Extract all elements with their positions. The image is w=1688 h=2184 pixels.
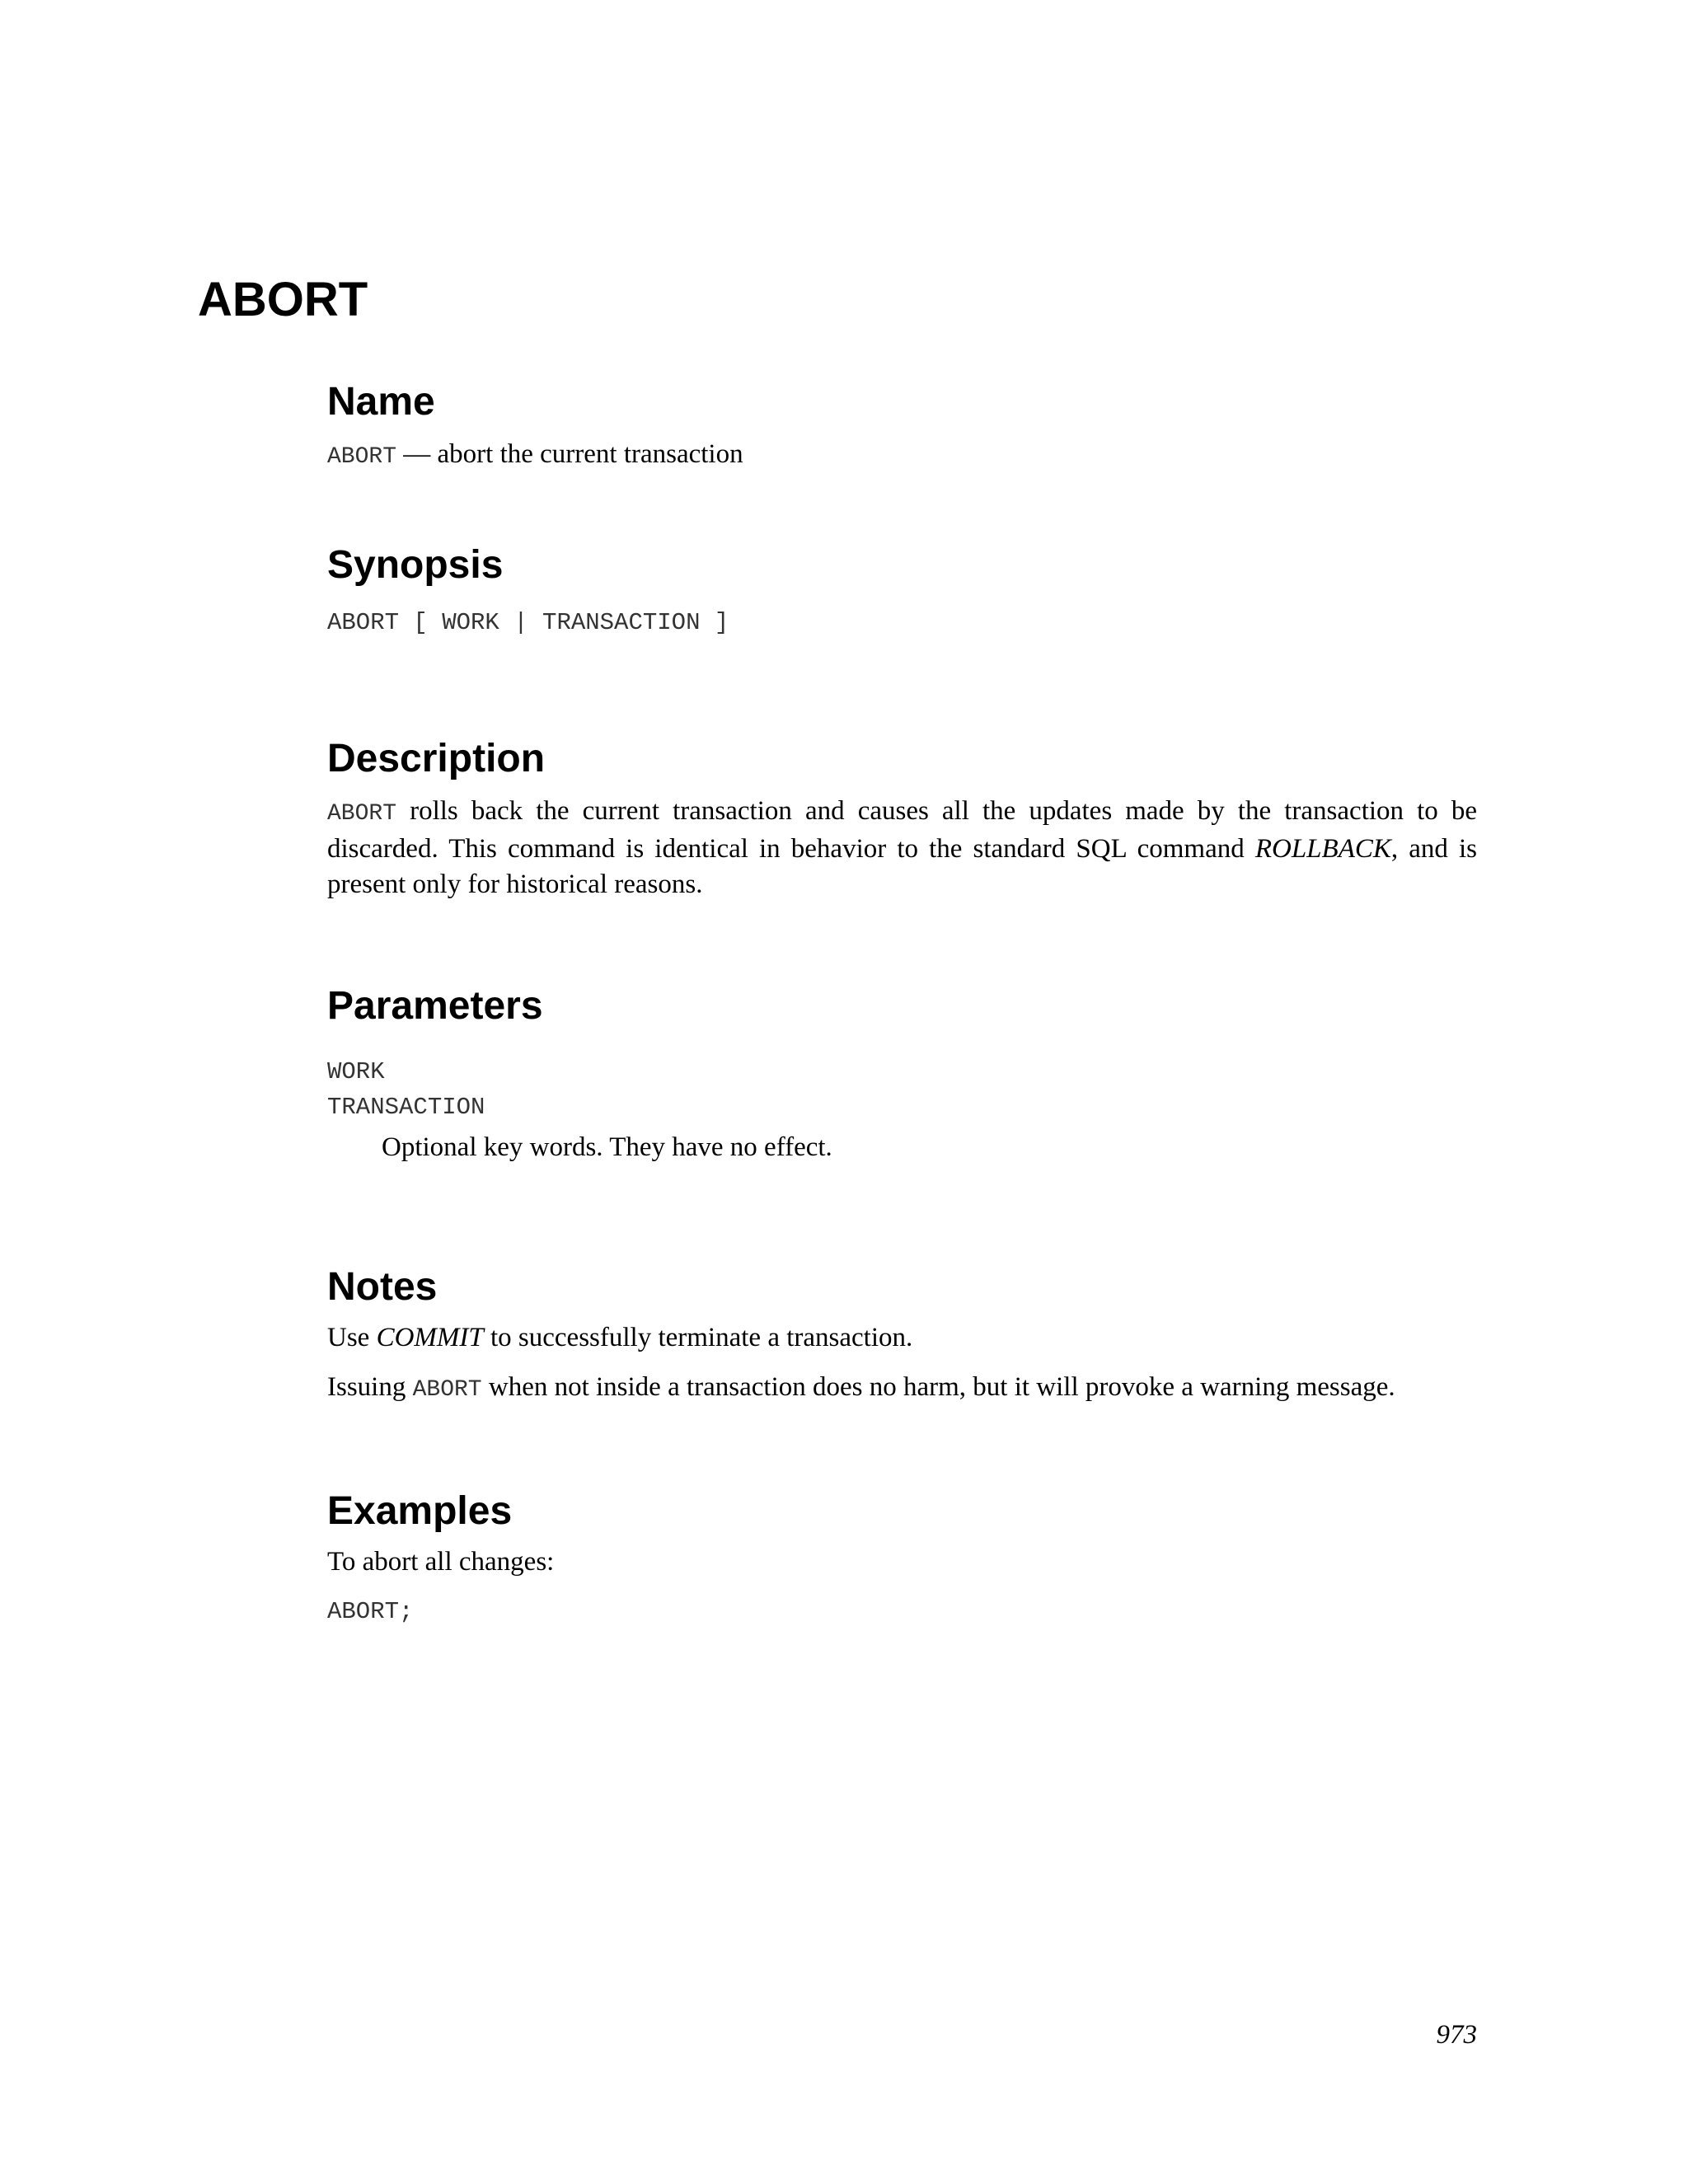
parameter-term-work: WORK bbox=[327, 1058, 385, 1085]
parameter-terms bbox=[327, 1054, 1477, 1125]
description-section bbox=[327, 736, 1477, 902]
name-line bbox=[327, 437, 1477, 475]
notes-command: ABORT bbox=[412, 1377, 482, 1403]
notes-p1-after: to successfully terminate a transaction. bbox=[483, 1323, 913, 1352]
parameter-term-transaction: TRANSACTION bbox=[327, 1094, 485, 1121]
parameters-section bbox=[327, 983, 1477, 1165]
synopsis-heading: Synopsis bbox=[327, 543, 504, 587]
examples-code: ABORT; bbox=[327, 1598, 414, 1625]
page-title: ABORT bbox=[198, 273, 368, 326]
description-text-2: , and is present only for historical reasons. bbox=[327, 834, 1477, 899]
notes-p2-before: Issuing bbox=[327, 1372, 413, 1402]
notes-paragraph-2 bbox=[327, 1370, 1477, 1408]
synopsis-code: ABORT [ WORK | TRANSACTION ] bbox=[327, 609, 729, 636]
synopsis-section bbox=[327, 542, 1477, 640]
name-heading: Name bbox=[327, 380, 435, 424]
examples-section bbox=[327, 1488, 1477, 1629]
description-heading: Description bbox=[327, 737, 546, 780]
examples-heading: Examples bbox=[327, 1489, 513, 1533]
description-rollback: ROLLBACK bbox=[1254, 834, 1391, 864]
name-section bbox=[327, 379, 1477, 475]
notes-heading: Notes bbox=[327, 1265, 438, 1309]
notes-paragraph-1 bbox=[327, 1320, 1477, 1356]
parameter-definition: Optional key words. They have no effect. bbox=[382, 1132, 832, 1162]
description-command: ABORT bbox=[327, 801, 397, 827]
parameters-heading: Parameters bbox=[327, 984, 543, 1028]
name-separator: — bbox=[396, 439, 438, 469]
examples-intro: To abort all changes: bbox=[327, 1547, 555, 1577]
notes-p1-before: Use bbox=[327, 1323, 377, 1352]
name-summary: abort the current transaction bbox=[437, 439, 743, 469]
page-number: 973 bbox=[1436, 2020, 1477, 2050]
name-command: ABORT bbox=[327, 444, 397, 470]
notes-commit: COMMIT bbox=[376, 1323, 484, 1352]
description-text-1: rolls back the current transaction and causes all the updates made by the transaction to be discarded. This command is identical in behavior to the standard SQL command bbox=[327, 796, 1477, 864]
description-paragraph bbox=[327, 794, 1477, 902]
notes-section bbox=[327, 1264, 1477, 1408]
notes-p2-after: when not inside a transaction does no harm, but it will provoke a warning message. bbox=[481, 1372, 1395, 1402]
